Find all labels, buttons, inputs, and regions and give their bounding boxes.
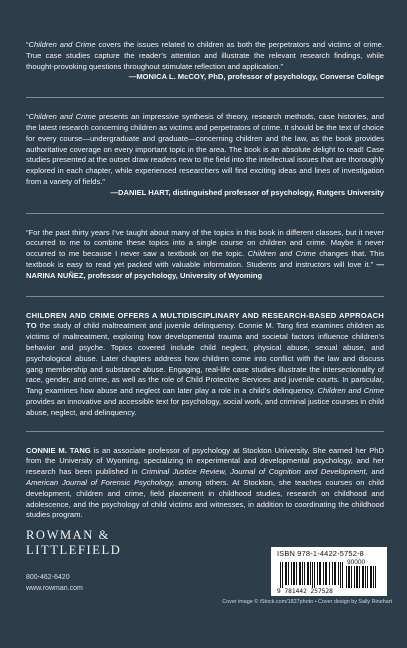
divider: [26, 431, 384, 432]
journal-titles: Criminal Justice Review, Journal of Cognition and Development,: [141, 467, 368, 477]
publisher-contact: [26, 572, 156, 594]
book-title-italic: Children and Crime: [247, 249, 316, 259]
endorsement-quote: “Children and Crime presents an impressive synthesis of theory, research methods, case histories, and the latest research concerning children as victims and perpetrators of crime. It should be the text of choice for every course—undergraduate and graduate—concerning children and the law, as the book provides authoritative coverage on every important topic in the area. The book is an absolute delight to read! Case studies presented at the outset draw readers new to the field into the intellectual issues that are thoroughly explored in each chapter, while experienced researchers will find exciting ideas and lines of investigation from a variety of fields.” —DANIEL HART, distinguished professor of psychology, Rutgers University: [26, 112, 384, 197]
divider: [26, 213, 384, 214]
endorsement-quote: “Children and Crime covers the issues related to children as both the perpetrators and victims of crime. True case studies capture the reader’s attention and illustrate the relevant research findings, while thought-provoking questions throughout stimulate reflection and application.” —MONICA L. McCOY, PhD, professor of psychology, Converse College: [26, 40, 384, 82]
book-title-italic: Children and Crime: [28, 112, 96, 122]
divider: [26, 97, 384, 98]
back-cover-text: [26, 40, 384, 521]
journal-title: American Journal of Forensic Psychology,: [26, 477, 175, 487]
barcode-digits: 9 781442 257528: [277, 588, 333, 594]
publisher-block: [26, 528, 156, 594]
cover-credit: Cover image © iStock.com/1827photo • Cover design by Sally Rinehart: [222, 599, 392, 605]
description-lead: CHILDREN AND CRIME OFFERS A MULTIDISCIPLINARY AND RESEARCH-BASED APPROACH TO: [26, 310, 384, 331]
endorsement-quote: “For the past thirty years I’ve taught about many of the topics in this book in different classes, but it never occurred to me to combine these topics into a single course on children and crime. Maybe it never occurred to me because I never saw a textbook on the topic. Children and Crime changes that. This textbook is easy to read yet packed with valuable information. Students and instructors will love it.” —NARINA NUÑEZ, professor of psychology, University of Wyoming: [26, 227, 384, 280]
author-name: CONNIE M. TANG: [26, 445, 91, 455]
book-title-italic: Children and Crime: [28, 40, 96, 49]
publisher-logo: ROWMAN & LITTLEFIELD: [26, 528, 122, 557]
endorsement-attribution: —MONICA L. McCOY, PhD, professor of psychology, Converse College: [128, 72, 384, 82]
endorsement-attribution: —NARINA NUÑEZ, professor of psychology, University of Wyoming: [26, 259, 384, 280]
publisher-phone: 800-462-6420: [26, 574, 70, 581]
endorsement-attribution: —DANIEL HART, distinguished professor of psychology, Rutgers University: [110, 187, 384, 197]
author-bio: CONNIE M. TANG is an associate professor of psychology at Stockton University. She earned her PhD from the University of Wyoming, specializing in experimental and developmental psychology, and her research has been published in Criminal Justice Review, Journal of Cognition and Development, and American Journal of Forensic Psychology, among others. At Stockton, she teaches courses on child development, children and crime, field placement in childhood studies, research on childhood and adolescence, and the psychology of child victims and witnesses, in addition to coordinating the childhood studies program.: [26, 445, 384, 520]
publisher-website: www.rowman.com: [26, 585, 83, 592]
isbn-barcode-box: [271, 547, 387, 596]
divider: [26, 296, 384, 297]
book-description: CHILDREN AND CRIME OFFERS A MULTIDISCIPLINARY AND RESEARCH-BASED APPROACH TO the study of child maltreatment and juvenile delinquency. Connie M. Tang first examines children as victims of maltreatment, exploring how developmental trauma and societal factors influence children’s behavior and psyche. Topics covered include child neglect, physical abuse, sexual abuse, and psychological abuse. Later chapters address how children come into conflict with the law and discuss gang membership and substance abuse. Engaging, real-life case studies illustrate the intersectionality of race, gender, and crime, as well as the role of Child Protective Services and juvenile courts. In particular, Tang examines how abuse and neglect can later play a role in a child’s delinquency. Children and Crime provides an innovative and accessible text for psychology, social work, and criminal justice courses in child abuse, neglect, and delinquency.: [26, 310, 384, 417]
barcode-icon: [276, 560, 382, 594]
book-title-italic: Children and Crime: [317, 386, 384, 396]
isbn-label: ISBN 978-1-4422-5752-8: [277, 549, 364, 558]
price-code: 90000: [347, 559, 366, 566]
